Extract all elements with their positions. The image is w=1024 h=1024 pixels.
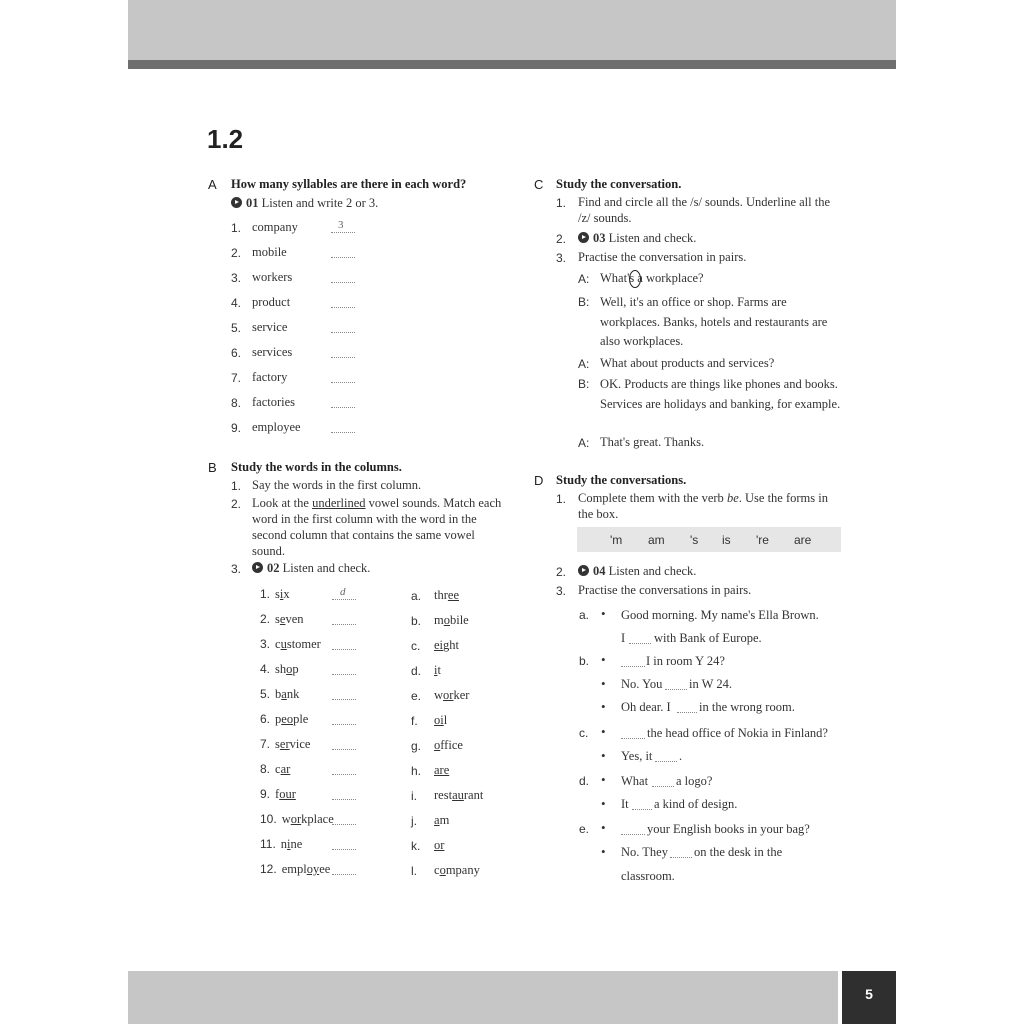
answer-blank[interactable] (332, 849, 356, 850)
conversation-label: a. (579, 608, 590, 622)
bullet: • (601, 844, 606, 859)
underlined-vowel: ee (447, 588, 459, 602)
match-word (275, 762, 290, 776)
word-part: ght (443, 638, 460, 652)
step-text: Find and circle all the /s/ sounds. Underline all the /z/ sounds. (578, 195, 831, 225)
item-letter: j. (411, 814, 417, 828)
word-part: t (437, 663, 441, 677)
item-number: 12. (260, 862, 277, 876)
bullet: • (601, 676, 606, 691)
step-number: 3. (231, 562, 242, 576)
verb-be: be (726, 491, 739, 505)
left-item (260, 587, 290, 602)
word-part: p (275, 712, 282, 726)
conversation-line: No. You (621, 677, 663, 691)
step-text (578, 490, 840, 522)
answer-blank[interactable] (332, 624, 356, 625)
item-word: workers (252, 270, 293, 284)
match-word (275, 662, 299, 676)
step-number: 2. (556, 565, 567, 579)
item-letter: b. (411, 614, 422, 628)
speaker-label: A: (578, 357, 590, 371)
circle-mark (629, 270, 641, 288)
item-letter: a. (411, 589, 422, 603)
step-text (578, 564, 696, 579)
section-a-instruction (231, 196, 378, 211)
conversation-line: I in room Y 24? (646, 654, 725, 668)
audio-icon[interactable] (252, 562, 263, 573)
word-part: ee (319, 862, 331, 876)
answer-blank[interactable] (331, 407, 355, 408)
word-part: ffice (440, 738, 463, 752)
match-word (434, 638, 459, 652)
word-part: nk (286, 687, 300, 701)
right-item (434, 838, 444, 853)
underlined-vowel: are (434, 763, 450, 777)
match-word (275, 637, 321, 651)
instruction-text: Listen and check. (282, 561, 371, 575)
answer-blank[interactable] (332, 649, 356, 650)
word-part: x (283, 587, 290, 601)
item-number: 5. (260, 687, 271, 701)
word-part: vice (289, 737, 311, 751)
answer-blank[interactable] (331, 257, 355, 258)
word-part: m (439, 813, 450, 827)
left-item (260, 762, 290, 777)
underlined-vowel: i (279, 587, 284, 601)
header-rule (128, 60, 896, 69)
underlined-vowel: i (287, 837, 291, 851)
word-part: rest (434, 788, 453, 802)
right-item (434, 738, 463, 753)
dialogue-line: OK. Products are things like phones and books. Services are holidays and banking, for example. (600, 377, 841, 411)
conversation-line: in W 24. (689, 677, 732, 691)
speaker-label: B: (578, 295, 590, 309)
bullet: • (601, 796, 606, 811)
item-word: factories (252, 395, 296, 409)
conversation-line: . (679, 749, 683, 763)
match-word (434, 588, 459, 602)
underlined-vowel: a (281, 687, 287, 701)
item-number: 2. (260, 612, 271, 626)
audio-icon[interactable] (578, 232, 589, 243)
word-part: c (275, 637, 281, 651)
speaker-label: A: (578, 436, 590, 450)
conversation-line: a kind of design. (654, 797, 738, 811)
match-word (275, 587, 290, 601)
underlined-vowel: oi (434, 713, 444, 727)
form-option: 're (756, 533, 769, 547)
conversation-line: a logo? (676, 774, 713, 788)
step-text (252, 495, 502, 559)
answer-blank[interactable] (332, 774, 356, 775)
answer-blank[interactable] (332, 874, 356, 875)
step-number: 1. (231, 479, 242, 493)
underlined-vowel: au (452, 788, 464, 802)
page-number: 5 (865, 986, 873, 1002)
answer-blank[interactable] (332, 724, 356, 725)
word-part: stomer (286, 637, 321, 651)
bullet: • (601, 724, 606, 739)
audio-track: 04 (593, 564, 606, 578)
step-text (578, 231, 696, 246)
answer-blank[interactable] (621, 666, 645, 667)
item-number: 7. (260, 737, 271, 751)
step-number: 3. (556, 251, 567, 265)
match-word (275, 687, 299, 701)
underlined-vowel: u (280, 637, 287, 651)
answer-text: 3 (338, 219, 344, 231)
step-text: Say the words in the first column. (252, 478, 422, 492)
bullet: • (601, 748, 606, 763)
section-b-heading: Study the words in the columns. (231, 460, 402, 474)
answer-blank[interactable] (332, 749, 356, 750)
right-item (434, 813, 449, 828)
dialogue-line: What's a workplace? (600, 271, 704, 285)
item-word: service (252, 320, 288, 334)
underlined-vowel: or (434, 838, 445, 852)
conversation-line: with Bank of Europe. (654, 631, 762, 645)
match-word (434, 663, 441, 677)
match-word (275, 612, 304, 626)
form-option: is (722, 533, 731, 547)
word-part: thr (434, 588, 448, 602)
item-number: 8. (231, 396, 242, 410)
step-number: 2. (231, 497, 242, 511)
word-part: sh (275, 662, 287, 676)
right-item (434, 788, 483, 803)
item-number: 3. (260, 637, 271, 651)
conversation-line: What (621, 774, 649, 788)
bullet: • (601, 606, 606, 621)
answer-blank[interactable] (331, 307, 355, 308)
left-item (260, 812, 334, 827)
step-text-part: vowel sounds. Match each word in the first column with the word in the second column that contains the same vowel sound. (252, 496, 502, 558)
left-item (260, 837, 302, 852)
word-part: s (275, 587, 280, 601)
match-word (434, 713, 447, 727)
match-word (275, 787, 296, 801)
step-text-part: Complete them with the verb (578, 491, 727, 505)
audio-icon[interactable] (578, 565, 589, 576)
underlined-vowel: eo (281, 712, 294, 726)
right-item (434, 613, 469, 628)
left-item (260, 787, 296, 802)
underlined-vowel: o (443, 613, 450, 627)
conversation-label: c. (579, 726, 589, 740)
underlined-vowel: o (286, 662, 293, 676)
conversation-line: Good morning. My name's Ella Brown. (621, 608, 819, 622)
match-word (282, 862, 331, 876)
item-letter: c. (411, 639, 421, 653)
word-part: s (275, 737, 280, 751)
step-text-part: . Use the forms in the box. (578, 491, 828, 521)
item-number: 3. (231, 271, 242, 285)
conversation-line: the head office of Nokia in Finland? (647, 726, 828, 740)
answer-blank[interactable] (655, 761, 677, 762)
left-item (260, 712, 308, 727)
word-part: mpany (445, 863, 480, 877)
dialogue-line: That's great. Thanks. (600, 435, 705, 449)
underlined-vowel: a (434, 813, 440, 827)
underlined-word: underlined (312, 496, 366, 510)
answer-blank[interactable] (332, 599, 356, 600)
answer-blank[interactable] (331, 382, 355, 383)
right-item (434, 588, 459, 603)
right-item (434, 688, 469, 703)
item-word: product (252, 295, 291, 309)
dialogue-line: What about products and services? (600, 356, 775, 370)
audio-icon[interactable] (231, 197, 242, 208)
section-b-letter: B (208, 460, 217, 475)
right-item (434, 713, 447, 728)
match-word (434, 613, 469, 627)
match-word (434, 763, 449, 777)
underlined-vowel: ei (434, 638, 444, 652)
right-item (434, 638, 459, 653)
unit-title: 1.2 (207, 124, 244, 154)
item-word: employee (252, 420, 301, 434)
step-text (252, 561, 370, 576)
step-number: 1. (556, 196, 567, 210)
left-item (260, 637, 321, 652)
word-part: ker (453, 688, 470, 702)
item-number: 6. (231, 346, 242, 360)
item-word: company (252, 220, 298, 234)
audio-track: 03 (593, 231, 606, 245)
conversation-line: on the desk in the (694, 845, 783, 859)
dialogue-line: Well, it's an office or shop. Farms are workplaces. Banks, hotels and restaurants are also workplaces. (600, 295, 828, 348)
word-part: m (434, 613, 444, 627)
conversation-line: I (621, 631, 626, 645)
answer-blank[interactable] (665, 689, 687, 690)
item-number: 2. (231, 246, 242, 260)
answer-blank[interactable] (629, 643, 651, 644)
word-part: ven (285, 612, 304, 626)
speaker-label: A: (578, 272, 590, 286)
form-option: are (794, 533, 812, 547)
step-number: 2. (556, 232, 567, 246)
instruction-text: Listen and write 2 or 3. (261, 196, 379, 210)
match-word (275, 737, 310, 751)
left-item (260, 737, 310, 752)
word-part: rant (463, 788, 484, 802)
footer-band (128, 971, 838, 1024)
word-part: w (281, 812, 291, 826)
step-number: 1. (556, 492, 567, 506)
item-letter: d. (411, 664, 422, 678)
answer-blank[interactable] (332, 674, 356, 675)
item-letter: h. (411, 764, 422, 778)
right-item (434, 763, 449, 778)
speaker-label: B: (578, 377, 590, 391)
item-number: 4. (231, 296, 242, 310)
word-part: bile (449, 613, 469, 627)
answer-blank[interactable] (331, 357, 355, 358)
word-part: n (280, 837, 288, 851)
conversation-label: d. (579, 774, 590, 788)
word-part: s (275, 612, 280, 626)
conversation-line: Yes, it (621, 749, 653, 763)
underlined-vowel: or (290, 812, 302, 826)
match-word (434, 738, 463, 752)
answer-blank[interactable] (621, 738, 645, 739)
item-number: 10. (260, 812, 277, 826)
word-part: kplace (301, 812, 334, 826)
underlined-vowel: o (434, 738, 441, 752)
item-number: 5. (231, 321, 242, 335)
match-word (434, 838, 444, 852)
item-number: 4. (260, 662, 271, 676)
item-number: 11. (260, 837, 276, 851)
section-c-letter: C (534, 177, 544, 192)
item-word: factory (252, 370, 288, 384)
form-option: 'm (610, 533, 623, 547)
match-word (282, 812, 334, 826)
left-item (260, 687, 299, 702)
match-word (434, 788, 483, 802)
answer-text: d (340, 586, 346, 598)
item-number: 9. (260, 787, 271, 801)
section-c-heading: Study the conversation. (556, 177, 682, 191)
form-option: 's (690, 533, 699, 547)
bullet: • (601, 652, 606, 667)
conversation-line: in the wrong room. (699, 700, 795, 714)
conversation-line: your English books in your bag? (647, 822, 810, 836)
word-part: empl (281, 862, 307, 876)
word-part: p (292, 662, 299, 676)
answer-blank[interactable] (332, 699, 356, 700)
left-item (260, 662, 299, 677)
item-number: 1. (231, 221, 242, 235)
underlined-vowel: er (279, 737, 290, 751)
bullet: • (601, 699, 606, 714)
section-a-letter: A (208, 177, 217, 192)
item-word: services (252, 345, 293, 359)
match-word (434, 688, 469, 702)
item-number: 8. (260, 762, 271, 776)
instruction-text: Listen and check. (608, 231, 697, 245)
answer-blank[interactable] (331, 332, 355, 333)
right-item (434, 663, 441, 678)
conversation-label: b. (579, 654, 590, 668)
item-letter: e. (411, 689, 422, 703)
answer-blank[interactable] (331, 232, 355, 233)
underlined-vowel: ar (280, 762, 291, 776)
item-letter: k. (411, 839, 421, 853)
item-letter: i. (411, 789, 417, 803)
word-part: c (275, 762, 281, 776)
section-d-heading: Study the conversations. (556, 473, 687, 487)
bullet: • (601, 772, 606, 787)
item-number: 9. (231, 421, 242, 435)
left-item (260, 862, 330, 877)
match-word (281, 837, 303, 851)
item-number: 7. (231, 371, 242, 385)
conversation-line: Oh dear. I (621, 700, 671, 714)
underlined-vowel: e (279, 612, 286, 626)
bullet: • (601, 820, 606, 835)
answer-blank[interactable] (670, 857, 692, 858)
item-number: 6. (260, 712, 271, 726)
section-a-heading: How many syllables are there in each word? (231, 177, 467, 191)
right-item (434, 863, 480, 878)
step-text-part: Look at the (252, 496, 313, 510)
answer-blank[interactable] (621, 834, 645, 835)
match-word (275, 712, 308, 726)
step-text: Practise the conversation in pairs. (578, 250, 747, 264)
item-number: 1. (260, 587, 271, 601)
word-part: c (434, 863, 440, 877)
answer-blank[interactable] (332, 799, 356, 800)
answer-blank[interactable] (332, 824, 356, 825)
underlined-vowel: o (439, 863, 446, 877)
item-letter: f. (411, 714, 418, 728)
item-letter: l. (411, 864, 417, 878)
header-band (128, 0, 896, 62)
step-text: Practise the conversations in pairs. (578, 583, 752, 597)
answer-blank[interactable] (632, 809, 652, 810)
answer-blank[interactable] (331, 282, 355, 283)
left-item (260, 612, 304, 627)
underlined-vowel: or (443, 688, 454, 702)
word-part: w (434, 688, 444, 702)
conversation-label: e. (579, 822, 590, 836)
conversation-line: It (621, 797, 629, 811)
word-part: l (443, 713, 448, 727)
word-part: b (275, 687, 282, 701)
conversation-line: No. They (621, 845, 668, 859)
word-part: ple (293, 712, 309, 726)
form-option: am (648, 533, 665, 547)
match-word (434, 813, 449, 827)
answer-blank[interactable] (677, 712, 697, 713)
match-word (434, 863, 480, 877)
audio-track: 01 (246, 196, 259, 210)
answer-blank[interactable] (331, 432, 355, 433)
word-part: f (275, 787, 280, 801)
step-number: 3. (556, 584, 567, 598)
section-d-letter: D (534, 473, 544, 488)
instruction-text: Listen and check. (608, 564, 697, 578)
answer-blank[interactable] (652, 786, 674, 787)
underlined-vowel: i (434, 663, 438, 677)
audio-track: 02 (267, 561, 280, 575)
item-letter: g. (411, 739, 422, 753)
underlined-vowel: our (279, 787, 296, 801)
word-part: ne (290, 837, 303, 851)
item-word: mobile (252, 245, 287, 259)
conversation-line: classroom. (621, 869, 675, 883)
underlined-vowel: oy (306, 862, 320, 876)
